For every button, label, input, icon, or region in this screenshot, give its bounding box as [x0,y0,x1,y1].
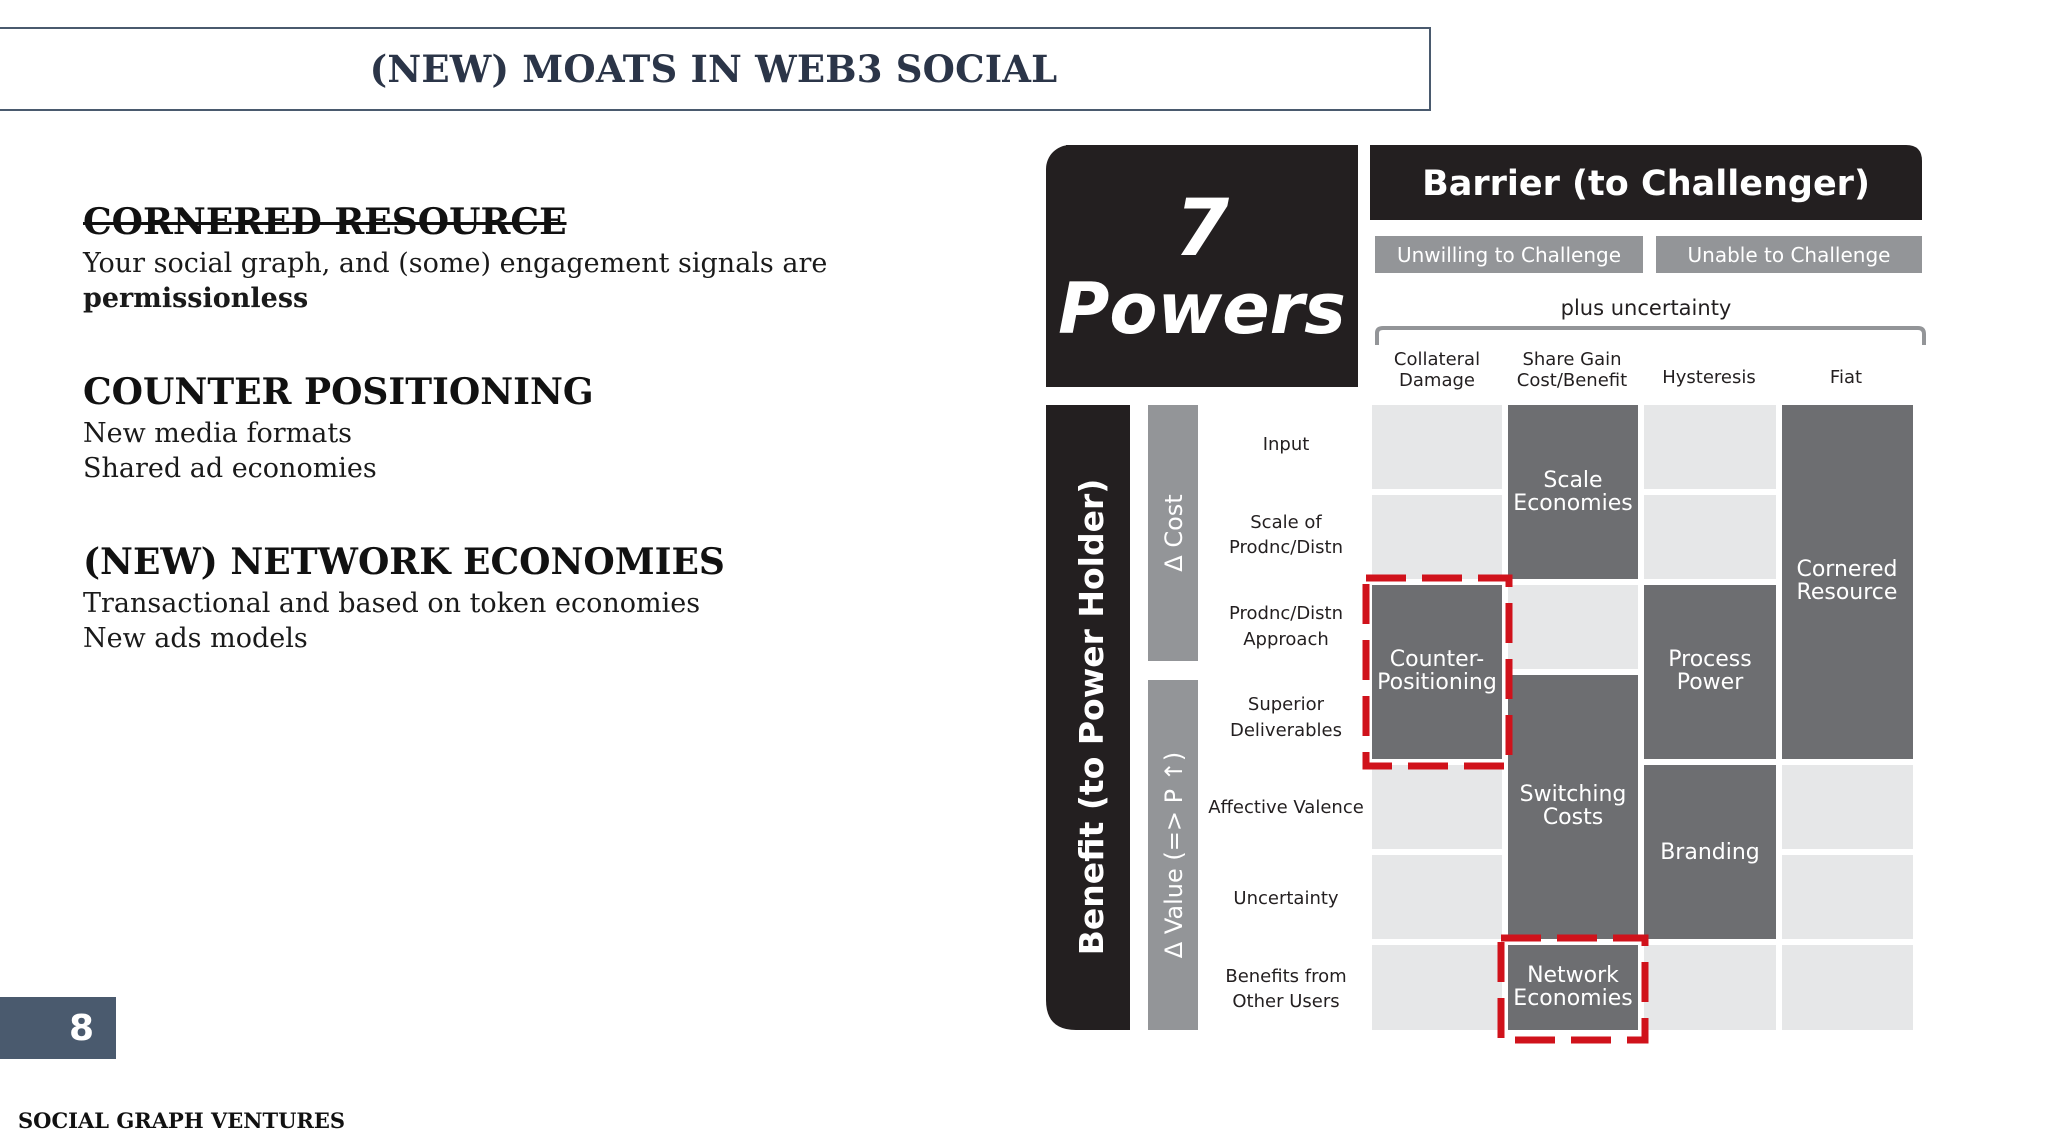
power-label: Cornered [1796,557,1898,582]
plus-uncertainty: plus uncertainty [1560,296,1732,320]
section-counter-positioning [83,370,983,486]
empty-cell [1782,765,1913,849]
section-line: Your social graph, and (some) engagement signals are [83,248,828,279]
row-label-superior: Superior [1247,694,1325,715]
power-label: Positioning [1377,670,1497,695]
row-label-approach: Prodnc/Distn [1228,603,1344,624]
section-heading: CORNERED RESOURCE [83,201,567,243]
unable-label: Unable to Challenge [1687,243,1891,267]
row-label-uncertainty: Uncertainty [1233,888,1339,909]
col-header-hysteresis: Hysteresis [1662,367,1756,388]
footer-brand: SOCIAL GRAPH VENTURES [18,1108,346,1133]
empty-cell [1644,405,1776,489]
empty-cell [1372,855,1502,939]
slide-title: (NEW) MOATS IN WEB3 SOCIAL [369,47,1058,91]
section-bold-line: permissionless [83,283,309,314]
section-network-economies [83,540,983,656]
power-label: Resource [1796,580,1898,605]
section-line: Transactional and based on token economies [83,588,701,619]
content-column [83,200,983,710]
row-label-approach-2: Approach [1243,629,1329,650]
row-label-scale-2: Prodnc/Distn [1228,537,1344,558]
uncertainty-bracket [1377,328,1924,345]
unwilling-label: Unwilling to Challenge [1396,243,1622,267]
empty-cell [1782,945,1913,1030]
power-label: Switching [1519,782,1627,807]
col-header-collateral-2: Damage [1399,370,1475,391]
empty-cell [1372,495,1502,579]
empty-cell [1372,405,1502,489]
power-label: Counter- [1389,647,1485,672]
row-label-scale: Scale of [1250,512,1322,533]
section-heading: COUNTER POSITIONING [83,371,594,413]
col-header-share-gain-2: Cost/Benefit [1516,370,1628,391]
title-box [0,27,1431,111]
section-cornered-resource [83,200,983,316]
col-header-collateral: Collateral [1393,349,1481,370]
power-label: Network [1527,963,1619,988]
section-line: New media formats [83,418,353,449]
benefit-label: Benefit (to Power Holder) [1072,478,1111,956]
power-label: Process [1668,647,1752,672]
empty-cell [1372,945,1502,1030]
power-label: Scale [1543,468,1603,493]
row-label-superior-2: Deliverables [1230,720,1342,741]
seven-powers-chart [1046,145,1926,1063]
value-label: Δ Value (=> P ↑) [1160,751,1188,959]
empty-cell [1782,855,1913,939]
col-header-share-gain: Share Gain [1522,349,1622,370]
power-label: Costs [1542,805,1604,830]
power-label: Branding [1660,840,1760,865]
cost-label: Δ Cost [1160,494,1188,572]
section-heading: (NEW) NETWORK ECONOMIES [83,541,725,583]
page-number: 8 [0,997,116,1059]
logo-seven: 7 [1174,184,1230,274]
section-line: New ads models [83,623,308,654]
empty-cell [1644,495,1776,579]
barrier-title: Barrier (to Challenger) [1422,164,1870,204]
row-label-affective: Affective Valence [1208,797,1364,818]
row-label-benefits-2: Other Users [1232,991,1340,1012]
col-header-fiat: Fiat [1829,367,1863,388]
power-label: Economies [1513,491,1633,516]
row-label-benefits: Benefits from [1225,966,1347,987]
empty-cell [1644,945,1776,1030]
empty-cell [1508,585,1638,669]
power-label: Power [1676,670,1744,695]
seven-powers-svg [1046,145,1926,1063]
section-line: Shared ad economies [83,453,377,484]
power-label: Economies [1513,986,1633,1011]
logo-powers: Powers [1058,268,1346,350]
row-label-input: Input [1262,434,1310,455]
empty-cell [1372,765,1502,849]
